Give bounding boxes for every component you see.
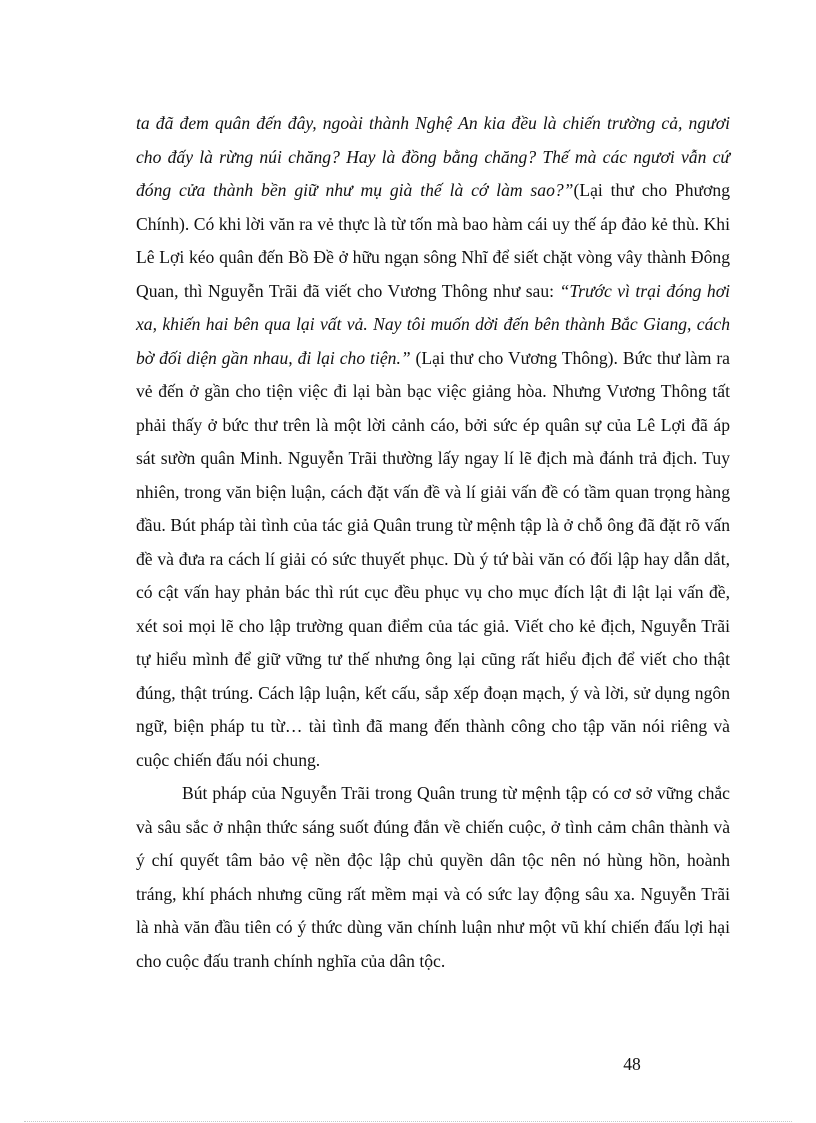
quote-text: “Trước vì trại đóng hơi xa, khiến hai bên qua lại vất vả. Nay tôi muốn dời đến bên thành Bắc Giang, cách bờ đối diện gần nhau, đi lại cho tiện.”: [136, 280, 730, 368]
body-text: (Lại thư cho Vương Thông). Bức thư làm ra vẻ đến ở gần cho tiện việc đi lại bàn bạc việc giảng hòa. Nhưng Vương Thông tất phải thấy ở bức thư trên là một lời cảnh cáo, bởi sức ép quân sự của Lê Lợi đã áp sát sườn quân Minh. Nguyễn Trãi thường lấy ngay lí lẽ địch mà đánh trả địch. Tuy nhiên, trong văn biện luận, cách đặt vấn đề và lí giải vấn đề có tầm quan trọng hàng đầu. Bút pháp tài tình của tác giả Quân trung từ mệnh tập là ở chỗ ông đã đặt rõ vấn đề và đưa ra cách lí giải có sức thuyết phục. Dù ý tứ bài văn có đối lập hay dẫn dắt, có cật vấn hay phản bác thì rút cục đều phục vụ cho mục đích lật đi lật lại vấn đề, xét soi mọi lẽ cho lập trường quan điểm của tác giả. Viết cho kẻ địch, Nguyễn Trãi tự hiểu mình để giữ vững tư thế nhưng ông lại cũng rất hiểu địch để viết cho thật đúng, thật trúng. Cách lập luận, kết cấu, sắp xếp đoạn mạch, ý và lời, sử dụng ngôn ngữ, biện pháp tu từ… tài tình đã mang đến thành công cho tập văn nói riêng và cuộc chiến đấu nói chung.: [136, 347, 730, 770]
body-text: Bút pháp của Nguyễn Trãi trong Quân trung từ mệnh tập có cơ sở vững chắc và sâu sắc ở nhận thức sáng suốt đúng đắn về chiến cuộc, ở tình cảm chân thành và ý chí quyết tâm bảo vệ nền độc lập chủ quyền dân tộc nên nó hùng hồn, hoành tráng, khí phách nhưng cũng rất mềm mại và có sức lay động sâu xa. Nguyễn Trãi là nhà văn đầu tiên có ý thức dùng văn chính luận như một vũ khí chiến đấu lợi hại cho cuộc đấu tranh chính nghĩa của dân tộc.: [136, 783, 730, 971]
paragraph-1: [136, 107, 730, 777]
footer-divider: [24, 1121, 792, 1122]
page-number: 48: [623, 1054, 641, 1074]
body-text: (Lại thư cho Phương Chính). Có khi lời văn ra vẻ thực là từ tốn mà bao hàm cái uy thế áp đảo kẻ thù. Khi Lê Lợi kéo quân đến Bồ Đề ở hữu ngạn sông Nhĩ để siết chặt vòng vây thành Đông Quan, thì Nguyễn Trãi đã viết cho Vương Thông như sau:: [136, 180, 730, 301]
document-body: [136, 107, 730, 978]
paragraph-2: [136, 777, 730, 978]
quote-text: ta đã đem quân đến đây, ngoài thành Nghệ An kia đều là chiến trường cả, ngươi cho đấy là rừng núi chăng? Hay là đồng bằng chăng? Thế mà các ngươi vẫn cứ đóng cửa thành bền giữ như mụ già thế là cớ làm sao?”: [136, 113, 730, 200]
